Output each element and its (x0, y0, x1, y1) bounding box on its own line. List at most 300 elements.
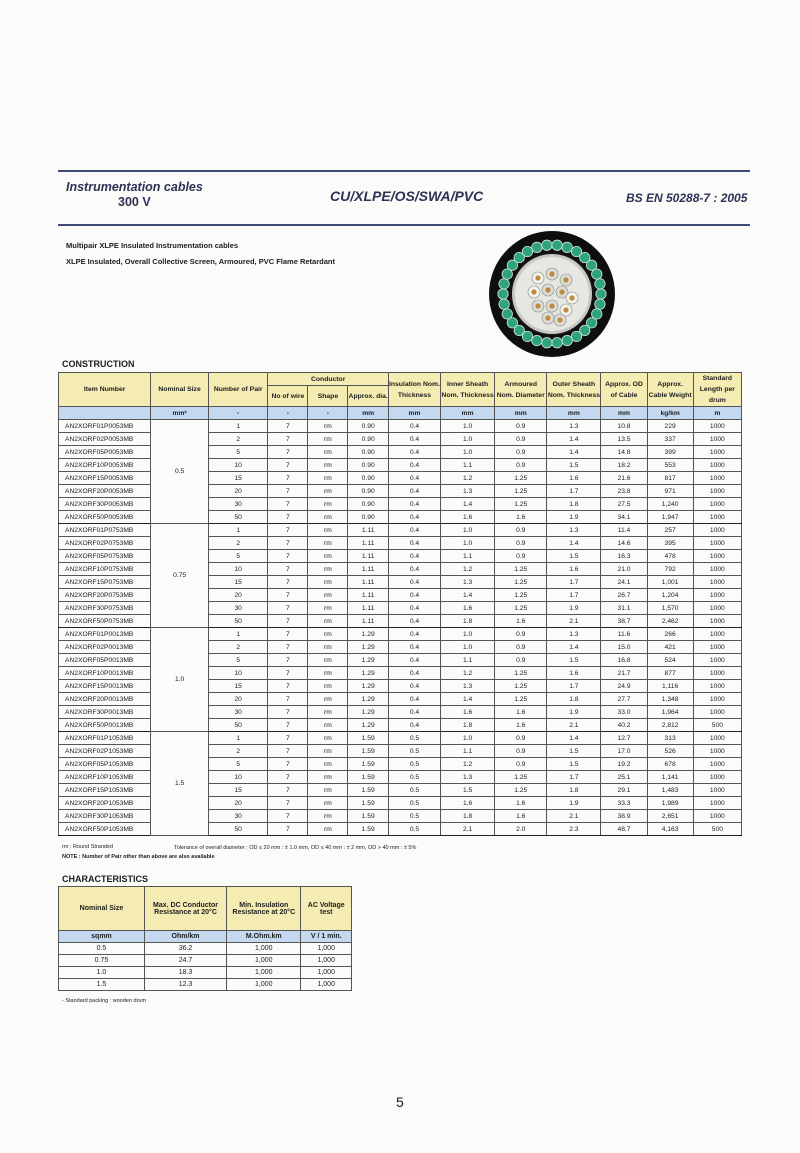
table-cell: 0.90 (348, 485, 388, 498)
note-other-pairs: NOTE : Number of Pair other than above are also available (62, 854, 215, 860)
table-cell: 2,462 (647, 615, 693, 628)
table-cell: rm (308, 472, 348, 485)
table-cell: 0.4 (388, 706, 440, 719)
table-cell: 500 (693, 823, 741, 836)
table-cell: 1.25 (495, 498, 547, 511)
table-cell: 24.1 (601, 576, 647, 589)
table-cell: 10 (208, 563, 268, 576)
table-cell: rm (308, 732, 348, 745)
unit-outer: mm (547, 407, 601, 420)
table-cell: 7 (268, 745, 308, 758)
table-cell: rm (308, 758, 348, 771)
table-cell: 1.6 (547, 472, 601, 485)
table-cell: 7 (268, 550, 308, 563)
table-cell: rm (308, 654, 348, 667)
table-cell: 421 (647, 641, 693, 654)
table-cell: rm (308, 706, 348, 719)
table-cell: 20 (208, 589, 268, 602)
table-cell: 0.90 (348, 511, 388, 524)
table-cell: 7 (268, 433, 308, 446)
col-inner-sheath: Inner Sheath Nom. Thickness (441, 373, 495, 407)
table-cell: 26.7 (601, 589, 647, 602)
table-cell: 5 (208, 550, 268, 563)
table-cell: 1000 (693, 446, 741, 459)
table-cell: 1000 (693, 485, 741, 498)
table-cell: 1 (208, 524, 268, 537)
table-cell: 1000 (693, 797, 741, 810)
table-cell: 7 (268, 706, 308, 719)
table-cell: 1.25 (495, 576, 547, 589)
table-cell: 0.90 (348, 459, 388, 472)
table-cell: 524 (647, 654, 693, 667)
table-cell: 1000 (693, 459, 741, 472)
table-cell: AN2XORF02P0053MB (59, 433, 151, 446)
table-cell: 5 (208, 758, 268, 771)
table-cell: 1000 (693, 693, 741, 706)
table-cell: 1.8 (441, 719, 495, 732)
table-cell: AN2XORF30P0053MB (59, 498, 151, 511)
table-cell: 7 (268, 498, 308, 511)
col-outer-sheath: Outer Sheath Nom. Thickness (547, 373, 601, 407)
table-cell: 1.25 (495, 472, 547, 485)
table-cell: rm (308, 693, 348, 706)
table-cell: AN2XORF50P0053MB (59, 511, 151, 524)
table-cell: 0.5 (388, 784, 440, 797)
table-cell: 7 (268, 693, 308, 706)
table-cell: 0.90 (348, 433, 388, 446)
table-cell: 0.5 (388, 810, 440, 823)
table-cell: 1.4 (441, 589, 495, 602)
table-cell: 1.59 (348, 810, 388, 823)
table-cell: 399 (647, 446, 693, 459)
table-cell: 16.3 (601, 550, 647, 563)
table-cell: 1.1 (441, 654, 495, 667)
table-cell: 0.9 (495, 550, 547, 563)
col-item-number: Item Number (59, 373, 151, 407)
table-cell: 0.4 (388, 550, 440, 563)
table-cell: 1.8 (547, 784, 601, 797)
char-unit-ohm: Ohm/km (144, 931, 226, 943)
table-cell: 7 (268, 420, 308, 433)
table-cell: 1.25 (495, 693, 547, 706)
table-cell: AN2XORF05P0013MB (59, 654, 151, 667)
table-cell: 266 (647, 628, 693, 641)
table-cell: 1000 (693, 706, 741, 719)
table-cell: 1.59 (348, 823, 388, 836)
table-cell: 21.0 (601, 563, 647, 576)
table-cell: 257 (647, 524, 693, 537)
table-cell: AN2XORF05P0053MB (59, 446, 151, 459)
table-cell: 20 (208, 797, 268, 810)
table-cell: 1.0 (441, 433, 495, 446)
table-cell: 40.2 (601, 719, 647, 732)
table-cell: 24.7 (144, 955, 226, 967)
table-cell: 7 (268, 485, 308, 498)
table-cell: 15.0 (601, 641, 647, 654)
table-cell: 313 (647, 732, 693, 745)
table-cell: 1.3 (547, 524, 601, 537)
table-row (59, 967, 352, 979)
table-cell: 0.9 (495, 420, 547, 433)
table-cell: 337 (647, 433, 693, 446)
table-cell: 1.0 (59, 967, 145, 979)
table-cell: 1.0 (441, 732, 495, 745)
table-cell: 1.7 (547, 485, 601, 498)
table-cell: 1.3 (547, 628, 601, 641)
table-cell: 1,240 (647, 498, 693, 511)
table-cell: 1000 (693, 420, 741, 433)
table-cell: 7 (268, 641, 308, 654)
table-cell: 7 (268, 654, 308, 667)
table-cell: 7 (268, 511, 308, 524)
table-cell: 2 (208, 641, 268, 654)
table-cell: 1.7 (547, 680, 601, 693)
table-cell: 1.5 (547, 758, 601, 771)
table-cell: AN2XORF15P0753MB (59, 576, 151, 589)
table-cell: 7 (268, 732, 308, 745)
table-cell: 38.9 (601, 810, 647, 823)
table-cell: 526 (647, 745, 693, 758)
table-cell: 1.29 (348, 706, 388, 719)
table-cell: 0.9 (495, 459, 547, 472)
table-cell: AN2XORF05P1053MB (59, 758, 151, 771)
table-cell: 1.25 (495, 667, 547, 680)
table-cell: AN2XORF01P0753MB (59, 524, 151, 537)
table-cell: 1.6 (495, 511, 547, 524)
table-cell: 30 (208, 706, 268, 719)
table-cell: 0.4 (388, 563, 440, 576)
col-armoured: Armoured Nom. Diameter (495, 373, 547, 407)
table-cell: AN2XORF50P1053MB (59, 823, 151, 836)
table-cell: 1.11 (348, 537, 388, 550)
table-cell: 21.7 (601, 667, 647, 680)
table-cell: 7 (268, 524, 308, 537)
unit-nominal: mm² (151, 407, 209, 420)
table-cell: rm (308, 810, 348, 823)
unit-dia: mm (348, 407, 388, 420)
table-row (59, 420, 742, 433)
table-cell: 1.9 (547, 706, 601, 719)
table-cell: 1.59 (348, 758, 388, 771)
table-cell: 1.6 (441, 706, 495, 719)
table-cell: 1.0 (441, 420, 495, 433)
table-cell: 15 (208, 576, 268, 589)
page-number: 5 (396, 1094, 404, 1110)
table-cell: 1.5 (441, 784, 495, 797)
table-cell: 1.8 (547, 693, 601, 706)
table-cell: 7 (268, 446, 308, 459)
table-cell: 0.5 (388, 771, 440, 784)
table-cell: 1.3 (441, 485, 495, 498)
table-cell: 1,947 (647, 511, 693, 524)
table-row (59, 943, 352, 955)
table-cell: 1.4 (441, 693, 495, 706)
table-cell: 2.0 (495, 823, 547, 836)
table-cell: 1,141 (647, 771, 693, 784)
table-cell: 678 (647, 758, 693, 771)
table-cell: AN2XORF30P0013MB (59, 706, 151, 719)
table-cell: 1.5 (547, 654, 601, 667)
table-cell: 1000 (693, 537, 741, 550)
table-cell: 0.5 (59, 943, 145, 955)
table-cell: 1.8 (441, 810, 495, 823)
table-cell: 1.6 (547, 667, 601, 680)
table-cell: 0.5 (388, 745, 440, 758)
table-cell: 1.59 (348, 745, 388, 758)
table-cell: AN2XORF20P0753MB (59, 589, 151, 602)
table-cell: AN2XORF30P1053MB (59, 810, 151, 823)
table-cell: 500 (693, 719, 741, 732)
table-cell: 0.4 (388, 524, 440, 537)
table-cell: 4,163 (647, 823, 693, 836)
table-cell: 1.4 (547, 433, 601, 446)
table-cell: AN2XORF20P0013MB (59, 693, 151, 706)
table-cell: 7 (268, 823, 308, 836)
table-cell: 1.29 (348, 654, 388, 667)
char-unit-volt: V / 1 min. (301, 931, 352, 943)
table-cell: 7 (268, 771, 308, 784)
table-cell: 0.9 (495, 433, 547, 446)
table-cell: 1.59 (348, 797, 388, 810)
table-cell: 1,000 (227, 955, 301, 967)
table-cell: 0.9 (495, 758, 547, 771)
table-cell: 1.8 (547, 498, 601, 511)
table-cell: AN2XORF02P0753MB (59, 537, 151, 550)
table-cell: 7 (268, 459, 308, 472)
table-cell: 14.6 (601, 537, 647, 550)
table-cell: rm (308, 680, 348, 693)
table-cell: 1.6 (495, 810, 547, 823)
table-cell: 1.25 (495, 563, 547, 576)
table-cell: AN2XORF01P0053MB (59, 420, 151, 433)
nominal-size-cell: 0.5 (151, 420, 209, 524)
table-cell: 0.4 (388, 485, 440, 498)
table-cell: 1.7 (547, 576, 601, 589)
table-cell: 31.1 (601, 602, 647, 615)
table-cell: rm (308, 433, 348, 446)
unit-pairs: - (208, 407, 268, 420)
table-cell: 1.7 (547, 589, 601, 602)
table-cell: 1000 (693, 654, 741, 667)
table-cell: AN2XORF30P0753MB (59, 602, 151, 615)
table-cell: 7 (268, 615, 308, 628)
table-cell: 0.9 (495, 732, 547, 745)
table-cell: 0.9 (495, 446, 547, 459)
table-cell: 1.25 (495, 771, 547, 784)
table-cell: 20 (208, 485, 268, 498)
table-cell: rm (308, 576, 348, 589)
table-cell: 1000 (693, 472, 741, 485)
table-cell: 1.11 (348, 524, 388, 537)
table-cell: 15 (208, 472, 268, 485)
table-cell: 1.25 (495, 784, 547, 797)
unit-no-wire: - (268, 407, 308, 420)
table-cell: 33.3 (601, 797, 647, 810)
table-cell: AN2XORF01P1053MB (59, 732, 151, 745)
intro-line-1: Multipair XLPE Insulated Instrumentation cables (66, 241, 239, 250)
table-cell: 1.6 (495, 615, 547, 628)
table-cell: 1 (208, 732, 268, 745)
table-cell: 1000 (693, 745, 741, 758)
table-cell: 7 (268, 537, 308, 550)
table-cell: 7 (268, 472, 308, 485)
table-cell: 0.9 (495, 628, 547, 641)
table-cell: 1.4 (547, 641, 601, 654)
table-cell: 23.8 (601, 485, 647, 498)
table-cell: 1,000 (227, 943, 301, 955)
table-cell: 1,000 (301, 943, 352, 955)
table-cell: 1.8 (441, 615, 495, 628)
table-cell: 34.1 (601, 511, 647, 524)
table-cell: 1.6 (441, 797, 495, 810)
table-cell: 15 (208, 784, 268, 797)
table-cell: 1,000 (301, 979, 352, 991)
table-cell: 553 (647, 459, 693, 472)
char-col-dc-resistance: Max. DC Conductor Resistance at 20°C (144, 887, 226, 931)
table-cell: 1.29 (348, 641, 388, 654)
table-cell: 12.3 (144, 979, 226, 991)
table-cell: 0.4 (388, 459, 440, 472)
table-cell: 0.4 (388, 615, 440, 628)
top-rule (58, 170, 750, 172)
table-cell: 1.29 (348, 628, 388, 641)
table-cell: 7 (268, 680, 308, 693)
table-cell: 7 (268, 667, 308, 680)
table-cell: 0.4 (388, 537, 440, 550)
table-cell: 0.4 (388, 667, 440, 680)
table-cell: 1000 (693, 758, 741, 771)
table-cell: AN2XORF15P1053MB (59, 784, 151, 797)
table-cell: 0.4 (388, 680, 440, 693)
table-cell: 1000 (693, 433, 741, 446)
char-col-insulation-resistance: Min. Insulation Resistance at 20°C (227, 887, 301, 931)
table-cell: 1.0 (441, 537, 495, 550)
table-cell: 1.3 (547, 420, 601, 433)
table-cell: 1.4 (547, 446, 601, 459)
col-approx-dia: Approx. dia. (348, 386, 388, 407)
table-cell: 0.4 (388, 576, 440, 589)
table-cell: 1,000 (301, 967, 352, 979)
table-cell: 1000 (693, 602, 741, 615)
table-cell: 0.4 (388, 433, 440, 446)
table-cell: 18.2 (601, 459, 647, 472)
table-cell: 1000 (693, 576, 741, 589)
col-nominal-size: Nominal Size (151, 373, 209, 407)
table-cell: 1.6 (441, 602, 495, 615)
table-cell: 1000 (693, 641, 741, 654)
table-cell: 1.25 (495, 589, 547, 602)
table-cell: 7 (268, 797, 308, 810)
table-cell: 14.8 (601, 446, 647, 459)
unit-item (59, 407, 151, 420)
table-cell: 1.0 (441, 524, 495, 537)
table-cell: 0.4 (388, 641, 440, 654)
table-cell: 10 (208, 667, 268, 680)
table-cell: rm (308, 615, 348, 628)
table-cell: 25.1 (601, 771, 647, 784)
col-insulation: Insulation Nom. Thickness (388, 373, 440, 407)
table-cell: 1,000 (227, 967, 301, 979)
table-cell: 5 (208, 446, 268, 459)
table-cell: 2.1 (441, 823, 495, 836)
table-cell: 1.6 (495, 719, 547, 732)
table-cell: 33.0 (601, 706, 647, 719)
table-row (59, 955, 352, 967)
table-cell: 50 (208, 511, 268, 524)
table-cell: rm (308, 537, 348, 550)
characteristics-heading: CHARACTERISTICS (62, 874, 149, 884)
table-cell: 0.4 (388, 498, 440, 511)
table-row (59, 979, 352, 991)
table-cell: 0.90 (348, 472, 388, 485)
unit-weight: kg/km (647, 407, 693, 420)
table-cell: AN2XORF01P0013MB (59, 628, 151, 641)
table-cell: rm (308, 498, 348, 511)
table-cell: 10 (208, 771, 268, 784)
table-cell: 1.2 (441, 472, 495, 485)
table-cell: 0.9 (495, 654, 547, 667)
nominal-size-cell: 0.75 (151, 524, 209, 628)
table-cell: 1,000 (301, 955, 352, 967)
table-cell: AN2XORF10P1053MB (59, 771, 151, 784)
table-cell: 11.4 (601, 524, 647, 537)
table-cell: 13.5 (601, 433, 647, 446)
table-cell: 1.29 (348, 693, 388, 706)
table-cell: AN2XORF02P1053MB (59, 745, 151, 758)
table-cell: 0.4 (388, 719, 440, 732)
table-cell: 20 (208, 693, 268, 706)
table-cell: 1000 (693, 498, 741, 511)
intro-line-2: XLPE Insulated, Overall Collective Screen, Armoured, PVC Flame Retardant (66, 257, 335, 266)
table-cell: 1.11 (348, 589, 388, 602)
table-cell: 0.4 (388, 628, 440, 641)
table-cell: rm (308, 771, 348, 784)
table-cell: 30 (208, 810, 268, 823)
table-cell: 1.9 (547, 797, 601, 810)
table-cell: rm (308, 797, 348, 810)
table-cell: 1.59 (348, 732, 388, 745)
table-cell: 5 (208, 654, 268, 667)
table-cell: 17.0 (601, 745, 647, 758)
table-cell: 1,204 (647, 589, 693, 602)
table-cell: AN2XORF10P0053MB (59, 459, 151, 472)
table-cell: 10 (208, 459, 268, 472)
note-tolerance: Tolerance of overall diameter : OD ≤ 20 mm : ± 1.0 mm, OD ≤ 40 mm : ± 2 mm, OD > 40 mm : ± 5% (174, 845, 417, 851)
table-cell: 7 (268, 589, 308, 602)
table-cell: AN2XORF02P0013MB (59, 641, 151, 654)
characteristics-table (58, 886, 352, 991)
table-cell: 15 (208, 680, 268, 693)
packing-note: - Standard packing : wooden drum (62, 998, 147, 1004)
table-cell: 1,989 (647, 797, 693, 810)
table-cell: AN2XORF10P0753MB (59, 563, 151, 576)
table-cell: 1000 (693, 628, 741, 641)
table-cell: 1.6 (495, 706, 547, 719)
table-cell: 1,570 (647, 602, 693, 615)
table-cell: 12.7 (601, 732, 647, 745)
table-cell: 0.9 (495, 641, 547, 654)
nominal-size-cell: 1.0 (151, 628, 209, 732)
table-cell: 1 (208, 420, 268, 433)
table-cell: AN2XORF10P0013MB (59, 667, 151, 680)
table-cell: 1.9 (547, 511, 601, 524)
table-cell: 1.3 (441, 680, 495, 693)
table-cell: rm (308, 745, 348, 758)
table-cell: 1.11 (348, 576, 388, 589)
table-cell: 0.90 (348, 446, 388, 459)
table-cell: 1000 (693, 680, 741, 693)
table-cell: 1 (208, 628, 268, 641)
